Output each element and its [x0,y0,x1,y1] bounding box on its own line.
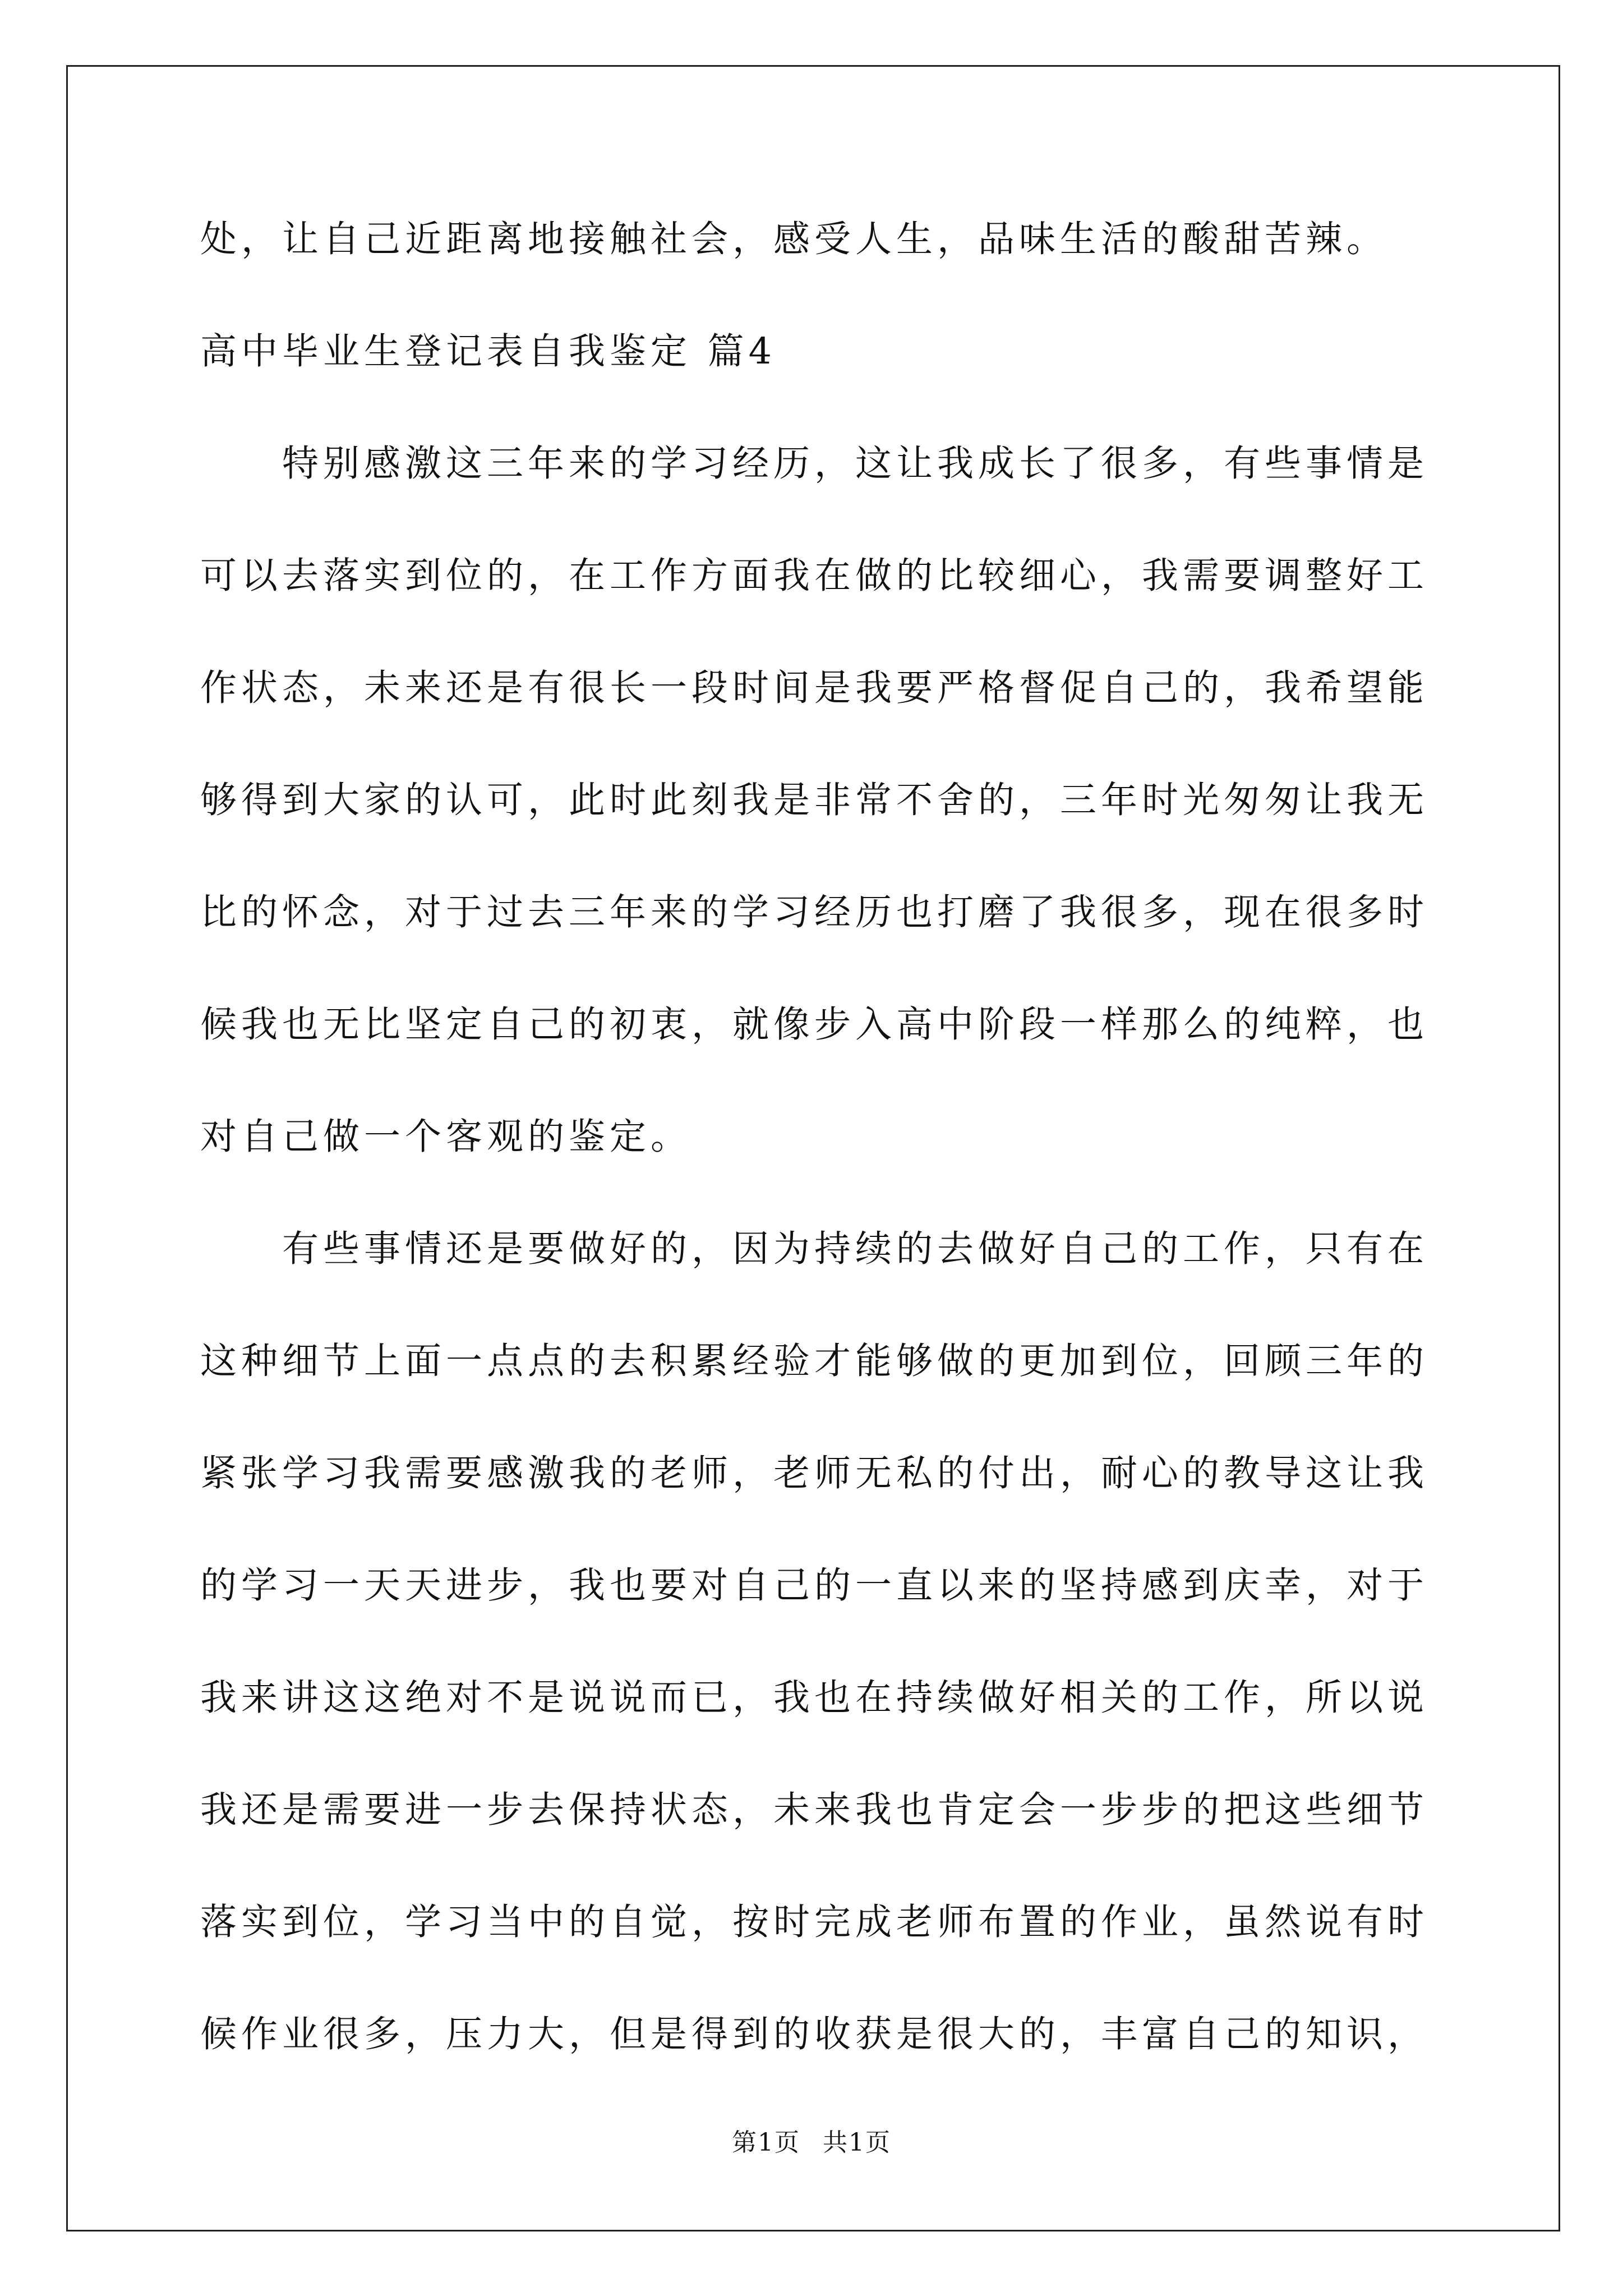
text-line: 可以去落实到位的，在工作方面我在做的比较细心，我需要调整好工 [200,555,1429,597]
page-total: 共1页 [823,2128,891,2157]
text-line: 我来讲这这绝对不是说说而已，我也在持续做好相关的工作，所以说 [200,1677,1429,1719]
text-line: 候我也无比坚定自己的初衷，就像步入高中阶段一样那么的纯粹，也 [200,1004,1429,1046]
page-footer [0,2126,1623,2160]
section-heading: 高中毕业生登记表自我鉴定 篇4 [200,330,777,372]
text-line: 比的怀念，对于过去三年来的学习经历也打磨了我很多，现在很多时 [200,891,1429,933]
text-line: 我还是需要进一步去保持状态，未来我也肯定会一步步的把这些细节 [200,1789,1429,1831]
text-line: 对自己做一个客观的鉴定。 [200,1116,692,1158]
text-line: 有些事情还是要做好的，因为持续的去做好自己的工作，只有在 [200,1228,1429,1270]
text-line: 落实到位，学习当中的自觉，按时完成老师布置的作业，虽然说有时 [200,1901,1429,1943]
text-line: 够得到大家的认可，此时此刻我是非常不舍的，三年时光匆匆让我无 [200,779,1429,821]
text-line: 的学习一天天进步，我也要对自己的一直以来的坚持感到庆幸，对于 [200,1565,1429,1607]
text-line: 紧张学习我需要感激我的老师，老师无私的付出，耐心的教导这让我 [200,1452,1429,1494]
text-line: 这种细节上面一点点的去积累经验才能够做的更加到位，回顾三年的 [200,1340,1429,1382]
text-line: 候作业很多，压力大，但是得到的收获是很大的，丰富自己的知识， [200,2013,1429,2055]
text-line: 处，让自己近距离地接触社会，感受人生，品味生活的酸甜苦辣。 [200,218,1388,260]
text-line: 作状态，未来还是有很长一段时间是我要严格督促自己的，我希望能 [200,667,1429,709]
page-number: 第1页 [732,2128,800,2157]
text-line: 特别感激这三年来的学习经历，这让我成长了很多，有些事情是 [200,443,1429,485]
